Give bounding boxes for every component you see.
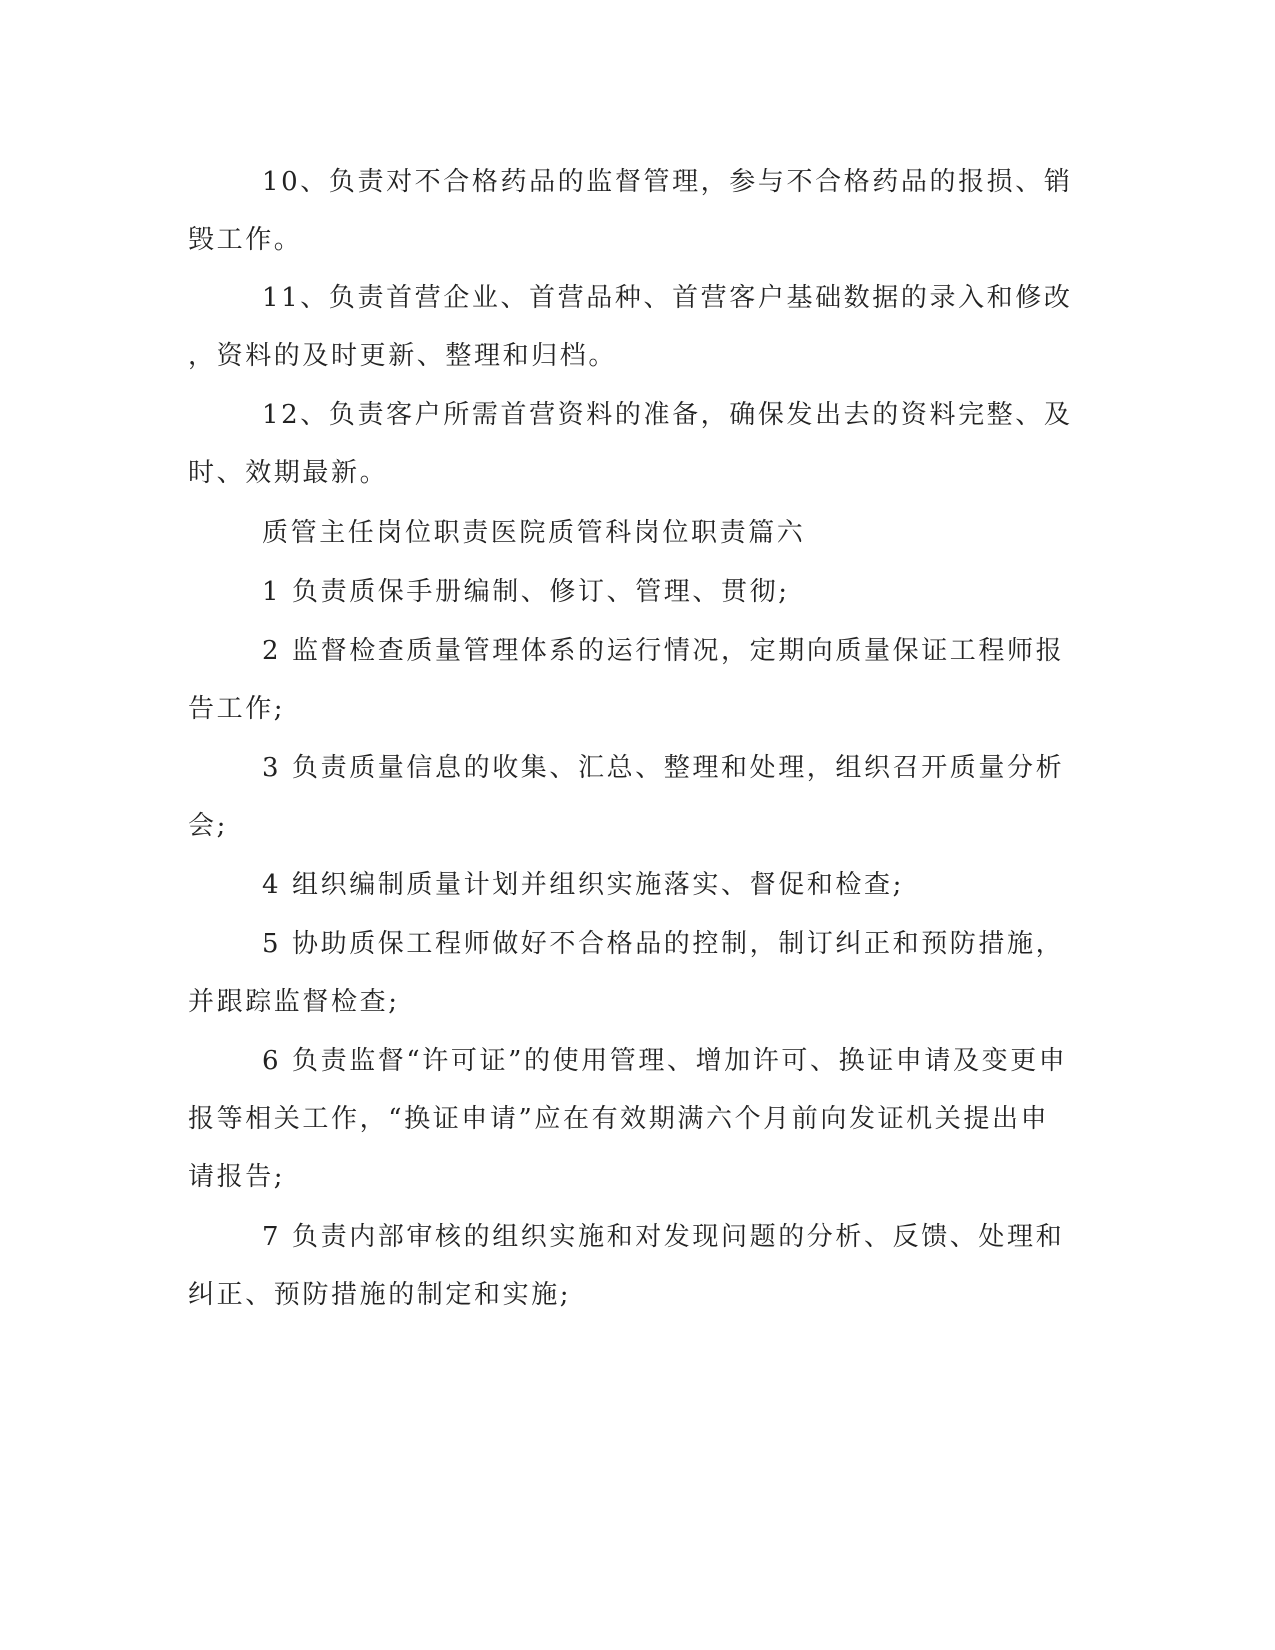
item-7-line-1: 7 负责内部审核的组织实施和对发现问题的分析、反馈、处理和: [262, 1222, 1065, 1252]
item-3-line-2: 会;: [188, 811, 228, 841]
paragraph-11-line-1: 11、负责首营企业、首营品种、首营客户基础数据的录入和修改: [262, 283, 1073, 313]
item-2-line-1: 2 监督检查质量管理体系的运行情况，定期向质量保证工程师报: [262, 636, 1065, 666]
paragraph-10-line-2: 毁工作。: [188, 225, 303, 255]
item-7-line-2: 纠正、预防措施的制定和实施;: [188, 1280, 572, 1310]
item-6-line-1: 6 负责监督“许可证”的使用管理、增加许可、换证申请及变更申: [262, 1046, 1068, 1076]
paragraph-10-line-1: 10、负责对不合格药品的监督管理，参与不合格药品的报损、销: [262, 167, 1073, 197]
item-2-line-2: 告工作;: [188, 694, 286, 724]
item-6-line-2: 报等相关工作，“换证申请”应在有效期满六个月前向发证机关提出申: [188, 1104, 1050, 1134]
item-3-line-1: 3 负责质量信息的收集、汇总、整理和处理，组织召开质量分析: [262, 753, 1065, 783]
paragraph-12-line-1: 12、负责客户所需首营资料的准备，确保发出去的资料完整、及: [262, 400, 1073, 430]
item-5-line-2: 并跟踪监督检查;: [188, 987, 400, 1017]
item-1-line-1: 1 负责质保手册编制、修订、管理、贯彻;: [262, 577, 790, 607]
section-heading: 质管主任岗位职责医院质管科岗位职责篇六: [262, 518, 806, 548]
item-5-line-1: 5 协助质保工程师做好不合格品的控制，制订纠正和预防措施，: [262, 929, 1065, 959]
item-4-line-1: 4 组织编制质量计划并组织实施落实、督促和检查;: [262, 870, 904, 900]
paragraph-12-line-2: 时、效期最新。: [188, 458, 389, 488]
paragraph-11-line-2: ，资料的及时更新、整理和归档。: [188, 341, 618, 371]
item-6-line-3: 请报告;: [188, 1162, 286, 1192]
